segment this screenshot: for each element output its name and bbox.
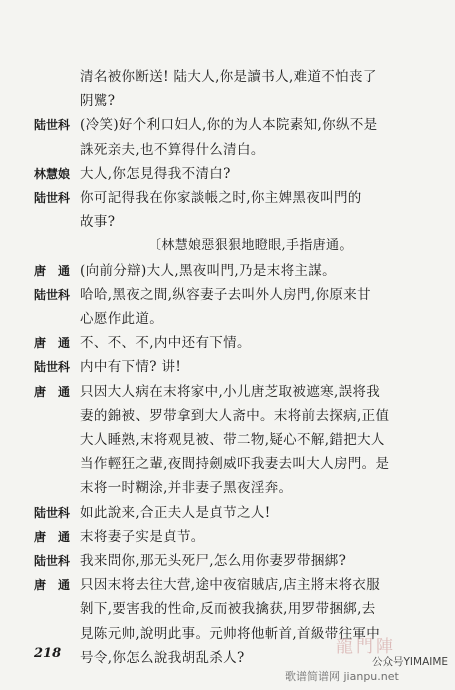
- speaker-name: 陆世科: [34, 506, 71, 520]
- dialogue-line: [0, 90, 455, 112]
- dialogue-line: [0, 405, 455, 427]
- stage-direction: [0, 235, 455, 257]
- dialogue-line: [0, 453, 455, 475]
- dialogue-text: 大人,你怎見得我不清白?: [80, 166, 231, 182]
- dialogue-text: 大人睡熟,末将观見被、带二物,疑心不解,錯把大人: [80, 432, 385, 448]
- dialogue-line: [0, 211, 455, 233]
- dialogue-line: [0, 260, 455, 282]
- dialogue-line: [0, 163, 455, 185]
- dialogue-text: 哈哈,黑夜之間,纵容妻子去叫外人房門,你原来甘: [80, 287, 371, 303]
- dialogue-line: [0, 332, 455, 354]
- dialogue-text: 心愿作此道。: [80, 311, 164, 327]
- dialogue-text: 我来問你,那无头死尸,怎么用你妻罗带捆綁?: [80, 553, 347, 569]
- speaker-name: 陆世科: [34, 554, 71, 568]
- dialogue-line: [0, 550, 455, 572]
- dialogue-line: [0, 574, 455, 596]
- speaker-name: 唐 通: [34, 264, 71, 278]
- speaker-name: 陆世科: [34, 191, 71, 205]
- dialogue-line: [0, 502, 455, 524]
- dialogue-text: 只因末将去往大营,途中夜宿賊店,店主將末将衣服: [80, 577, 381, 593]
- dialogue-text: 内中有下情? 讲!: [80, 359, 182, 375]
- speaker-name: 陆世科: [34, 288, 71, 302]
- dialogue-line: [0, 477, 455, 499]
- dialogue-line: [0, 526, 455, 548]
- watermark-site: 歌谱简谱网 jianpu.net: [285, 670, 399, 683]
- dialogue-text: 剝下,要害我的性命,反而被我擒获,用罗带捆綁,去: [80, 601, 376, 617]
- dialogue-text: 故事?: [80, 214, 116, 230]
- speaker-name: 唐 通: [34, 578, 71, 592]
- dialogue-line: [0, 66, 455, 88]
- page-number: 218: [34, 646, 62, 661]
- speaker-name: 林慧娘: [34, 167, 71, 181]
- dialogue-text: 号令,你怎么說我胡乱杀人?: [80, 650, 245, 666]
- dialogue-text: 末将一时糊涂,并非妻子黑夜淫奔。: [80, 480, 293, 496]
- speaker-name: 唐 通: [34, 385, 71, 399]
- stage-direction-text: 〔林慧娘惡狠狠地瞪眼,手指唐通。: [148, 238, 353, 253]
- dialogue-line: [0, 139, 455, 161]
- dialogue-text: 你可記得我在你家談帳之时,你主婢黑夜叫門的: [80, 190, 362, 206]
- dialogue-line: [0, 308, 455, 330]
- dialogue-text: 阴騭?: [80, 93, 116, 109]
- watermark-handle: 公众号YIMAIME: [372, 656, 449, 668]
- dialogue-text: 只因大人病在末将家中,小儿唐芝取被遮寒,誤将我: [80, 384, 381, 400]
- speaker-name: 陆世科: [34, 360, 71, 374]
- dialogue-text: 如此說来,合正夫人是貞节之人!: [80, 505, 271, 521]
- dialogue-line: [0, 284, 455, 306]
- dialogue-line: [0, 114, 455, 136]
- dialogue-line: [0, 598, 455, 620]
- speaker-name: 陆世科: [34, 118, 71, 132]
- dialogue-text: (冷笑)好个利口妇人,你的为人本院素知,你纵不是: [80, 117, 378, 133]
- dialogue-text: 誅死亲夫,也不算得什么清白。: [80, 142, 265, 158]
- speaker-name: 唐 通: [34, 336, 71, 350]
- dialogue-text: 見陈元帅,說明此事。元帅将他斬首,首級带往軍中: [80, 626, 381, 642]
- dialogue-text: 清名被你断送! 陆大人,你是讀书人,难道不怕丧了: [80, 69, 377, 85]
- dialogue-line: [0, 356, 455, 378]
- dialogue-text: 妻的錦被、罗带拿到大人斋中。末将前去探病,正值: [80, 408, 390, 424]
- dialogue-line: [0, 187, 455, 209]
- dialogue-text: 不、不、不,内中还有下情。: [80, 335, 251, 351]
- dialogue-text: (向前分辯)大人,黑夜叫門,乃是末将主謀。: [80, 263, 336, 279]
- dialogue-line: [0, 429, 455, 451]
- dialogue-text: 末将妻子实是貞节。: [80, 529, 205, 545]
- dialogue-line: [0, 381, 455, 403]
- speaker-name: 唐 通: [34, 530, 71, 544]
- watermark-logo: 龍門陣: [336, 637, 396, 657]
- dialogue-text: 当作輕狂之輩,夜間持劍威吓我妻去叫大人房門。是: [80, 456, 390, 472]
